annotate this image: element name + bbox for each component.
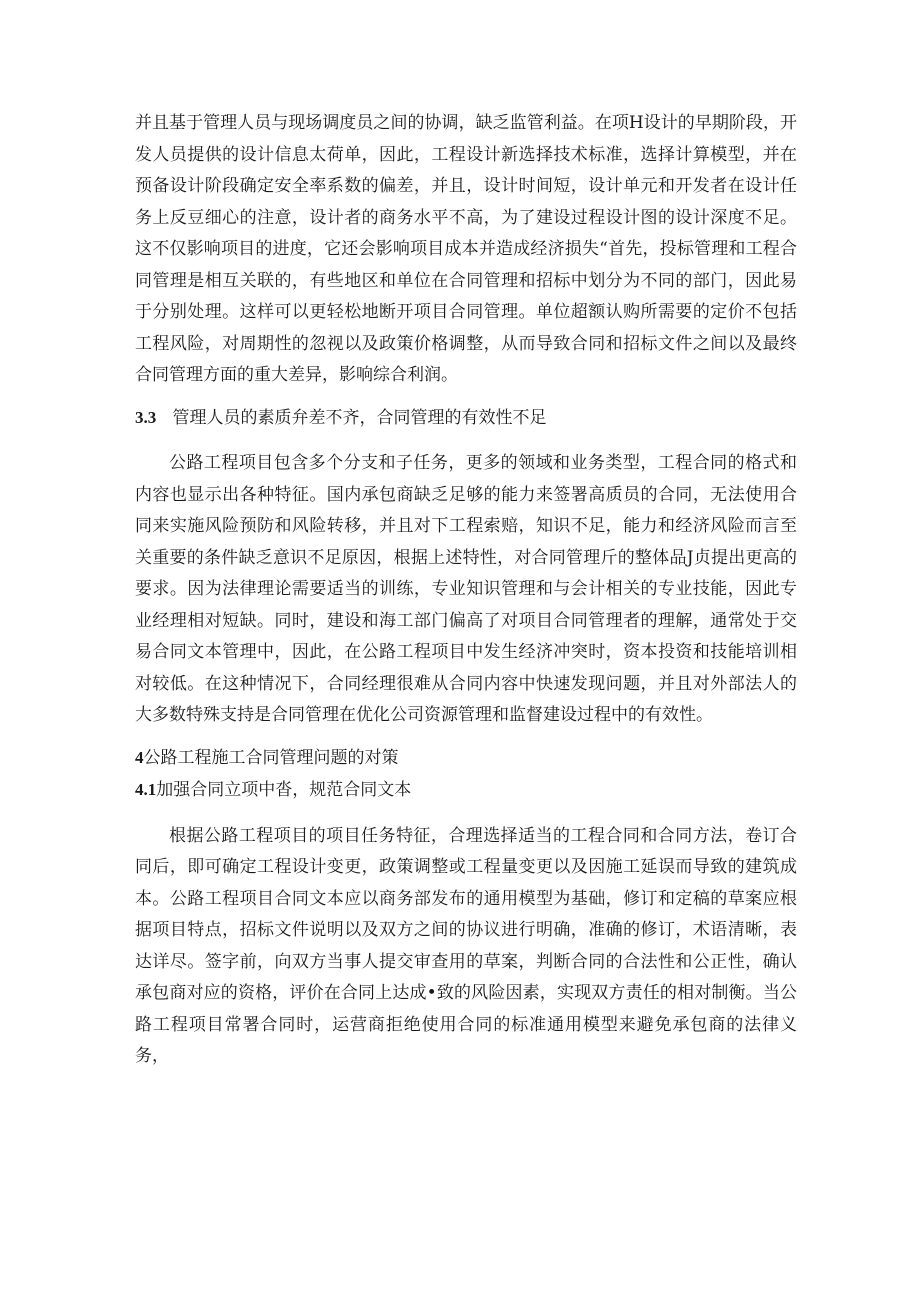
section-number: 4.1 — [135, 780, 157, 799]
paragraph-contract-text: 根据公路工程项目的项目任务特征，合理选择适当的工程合同和合同方法，卷订合同后，即可确定工程设计变更，政策调整或工程量变更以及因施工延误而导致的建筑成本。公路工程项目合同文本应以商务部发布的通用模型为基础，修订和定稿的草案应根据项目特点，招标文件说明以及双方之间的协议进行明确，准确的修订，术语清晰，表达详尽。签字前，向双方当事人提交审查用的草案，判断合同的合法性和公正性，确认承包商对应的资格，评价在合同上达成•致的风险因素，实现双方责任的相对制衡。当公路工程项目常署合同时，运营商拒绝使用合同的标准通用模型来避免承包商的法律义务， — [135, 825, 797, 1066]
paragraph-manager-quality: 公路工程项目包含多个分支和子任务，更多的领域和业务类型，工程合同的格式和内容也显示出各种特征。国内承包商缺乏足够的能力来签署高质员的合同，无法使用合同来实施风险预防和风险转移，并且对下工程索赔，知识不足，能力和经济风险而言至关重要的条件缺乏意识不足原因，根据上述特性，对合同管理斤的整体品J贞提出更高的要求。因为法律理论需要适当的训练，专业知识管理和与会计相关的专业技能，因此专业经理相对短缺。同时，建设和海工部门偏高了对项目合同管理者的理解，通常处于交易合同文本管理中，因此，在公路工程项目中发生经济冲突时，资本投资和技能培训相对较低。在这种情况下，合同经理很难从合同内容中快速发现问题，并且对外部法人的大多数特殊支持是合同管理在优化公司资源管理和监督建设过程中的有效性。 — [135, 453, 797, 725]
section-title: 公路工程施工合同管理问题的对策 — [143, 747, 399, 768]
section-title: 管理人员的素质弁差不齐，合同管理的有效性不足 — [172, 407, 547, 428]
section-number: 4 — [135, 747, 144, 767]
section-heading-4 — [135, 742, 797, 775]
paragraph-design-issues: 并且基于管理人员与现场调度员之间的协调，缺乏监管利益。在项H设计的早期阶段，开发人员提供的设计信息太荷单，因此，工程设计新选择技术标准，选择计算模型，并在预备设计阶段确定安全率系数的偏差，并且，设计时间短，设计单元和开发者在设计任务上反豆细心的注意，设计者的商务水平不高，为了建设过程设计图的设计深度不足。这不仅影响项目的进度，它还会影响项目成本并造成经济损失“首先，投标管理和工程合同管理是相互关联的，有些地区和单位在合同管理和招标中划分为不同的部门，因此易于分别处理。这样可以更轻松地断开项目合同管理。单位超额认购所需要的定价不包括工程风险，对周期性的忽视以及政策价格调整，从而导致合同和招标文件之间以及最终合同管理方面的重大差异，影响综合利润。 — [135, 113, 797, 385]
section-heading-4-1 — [135, 774, 797, 807]
section-title: 加强合同立项中沓，规范合同文本 — [156, 780, 412, 800]
section-heading-3-3 — [135, 402, 797, 435]
section-number: 3.3 — [135, 407, 157, 427]
document-page — [135, 108, 797, 1073]
